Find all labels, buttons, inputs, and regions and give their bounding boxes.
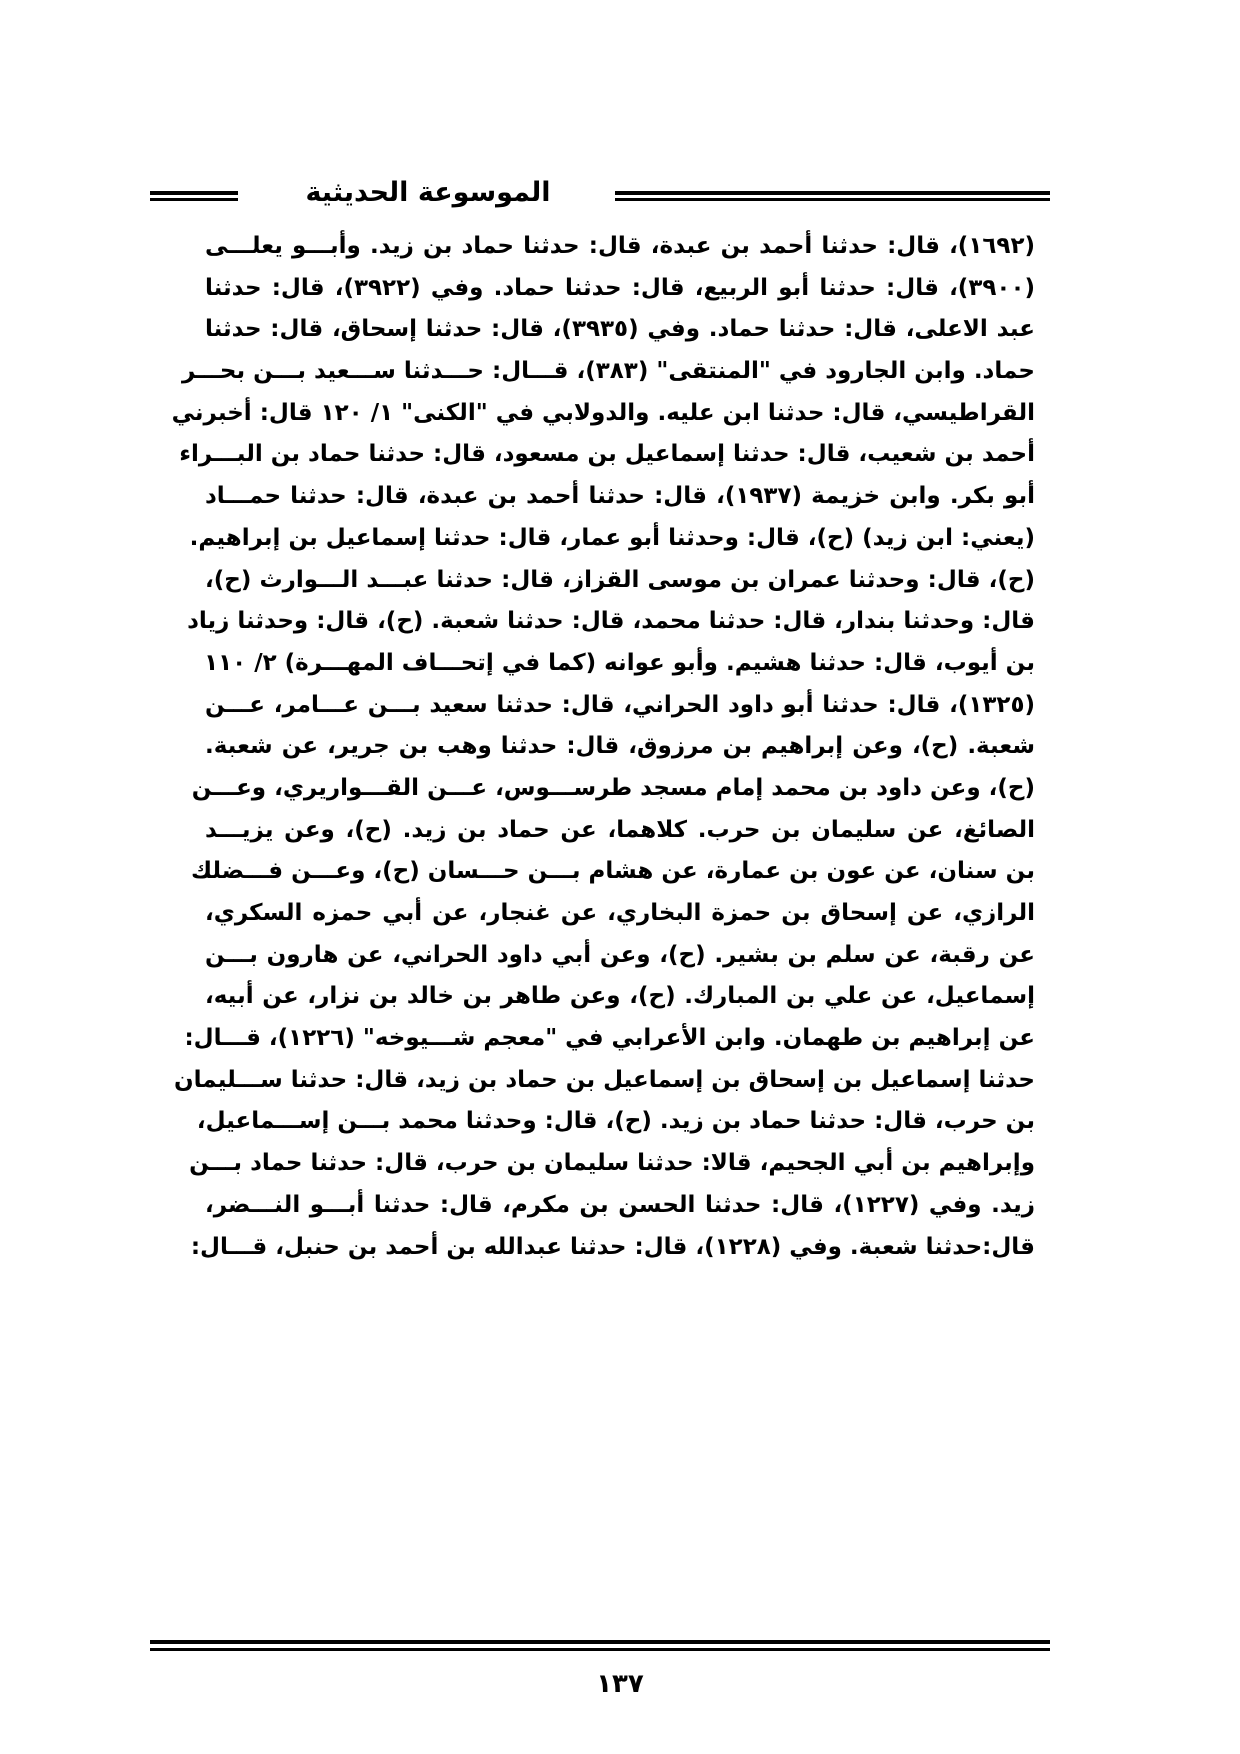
header-rule-right-thin [615, 198, 1050, 201]
text-line-6: أحمد بن شعيب، قال: حدثنا إسماعيل بن مسعود، قال: حدثنا حماد بن البـــراء [179, 441, 1035, 468]
text-line-16: بن سنان، عن عون بن عمارة، عن هشام بـــن حـــسان (ح)، وعـــن فـــضلك [190, 858, 1035, 885]
text-line-20: عن إبراهيم بن طهمان. وابن الأعرابي في "معجم شـــيوخه" (١٢٢٦)، قـــال: [184, 1025, 1035, 1052]
header-rule-left-thick [150, 191, 238, 195]
text-line-5: القراطيسي، قال: حدثنا ابن عليه. والدولابي في "الكنى" ١/ ١٢٠ قال: أخبرني [171, 399, 1035, 426]
text-line-2: (٣٩٠٠)، قال: حدثنا أبو الربيع، قال: حدثنا حماد. وفي (٣٩٢٢)، قال: حدثنا [205, 274, 1035, 301]
text-line-1: (١٦٩٢)، قال: حدثنا أحمد بن عبدة، قال: حدثنا حماد بن زيد. وأبـــو يعلـــى [205, 233, 1035, 259]
body-text [171, 226, 1035, 1268]
text-line-17: الرازي، عن إسحاق بن حمزة البخاري، عن غنجار، عن أبي حمزه السكري، [205, 900, 1035, 926]
header-rule-left-thin [150, 198, 238, 201]
text-line-24: زيد. وفي (١٢٢٧)، قال: حدثنا الحسن بن مكرم، قال: حدثنا أبـــو النـــضر، [205, 1191, 1035, 1218]
footer-rule [150, 1640, 1050, 1654]
text-line-7: أبو بكر. وابن خزيمة (١٩٣٧)، قال: حدثنا أحمد بن عبدة، قال: حدثنا حمـــاد [205, 483, 1035, 510]
text-line-10: قال: وحدثنا بندار، قال: حدثنا محمد، قال: حدثنا شعبة. (ح)، قال: وحدثنا زياد [187, 608, 1035, 635]
text-line-19: إسماعيل، عن علي بن المبارك. (ح)، وعن طاهر بن خالد بن نزار، عن أبيه، [205, 983, 1035, 1010]
text-line-11: بن أيوب، قال: حدثنا هشيم. وأبو عوانه (كما في إتحـــاف المهـــرة) ٢/ ١١٠ [204, 649, 1035, 676]
text-line-3: عبد الاعلى، قال: حدثنا حماد. وفي (٣٩٣٥)، قال: حدثنا إسحاق، قال: حدثنا [205, 316, 1035, 343]
page-header [150, 168, 1050, 218]
text-line-15: الصائغ، عن سليمان بن حرب. كلاهما، عن حماد بن زيد. (ح)، وعن يزيـــد [205, 816, 1035, 843]
text-line-23: وإبراهيم بن أبي الجحيم، قالا: حدثنا سليمان بن حرب، قال: حدثنا حماد بـــن [189, 1150, 1035, 1177]
text-line-9: (ح)، قال: وحدثنا عمران بن موسى القزاز، قال: حدثنا عبـــد الـــوارث (ح)، [205, 566, 1035, 593]
footer-rule-thin [150, 1648, 1050, 1651]
text-line-8: (يعني: ابن زيد) (ح)، قال: وحدثنا أبو عمار، قال: حدثنا إسماعيل بن إبراهيم. [189, 524, 1035, 551]
text-line-22: بن حرب، قال: حدثنا حماد بن زيد. (ح)، قال: وحدثنا محمد بـــن إســـماعيل، [196, 1108, 1035, 1135]
text-line-12: (١٣٢٥)، قال: حدثنا أبو داود الحراني، قال: حدثنا سعيد بـــن عـــامر، عـــن [205, 691, 1035, 718]
text-line-21: حدثنا إسماعيل بن إسحاق بن إسماعيل بن حماد بن زيد، قال: حدثنا ســـليمان [174, 1066, 1035, 1093]
footer-rule-thick [150, 1640, 1050, 1644]
text-line-18: عن رقبة، عن سلم بن بشير. (ح)، وعن أبي داود الحراني، عن هارون بـــن [205, 941, 1035, 968]
text-line-25: قال:حدثنا شعبة. وفي (١٢٢٨)، قال: حدثنا عبدالله بن أحمد بن حنبل، قـــال: [190, 1233, 1035, 1260]
header-rule-right-thick [615, 191, 1050, 195]
page-number: ١٣٧ [596, 1669, 644, 1699]
header-rule-left [150, 191, 238, 203]
running-header-title: الموسوعة الحديثية [305, 177, 551, 208]
header-rule-right [615, 191, 1050, 203]
text-line-13: شعبة. (ح)، وعن إبراهيم بن مرزوق، قال: حدثنا وهب بن جرير، عن شعبة. [205, 733, 1035, 760]
text-line-14: (ح)، وعن داود بن محمد إمام مسجد طرســـوس، عـــن القـــواريري، وعـــن [191, 774, 1035, 801]
text-line-4: حماد. وابن الجارود في "المنتقى" (٣٨٣)، قـــال: حـــدثنا ســـعيد بـــن بحـــر [182, 358, 1035, 385]
